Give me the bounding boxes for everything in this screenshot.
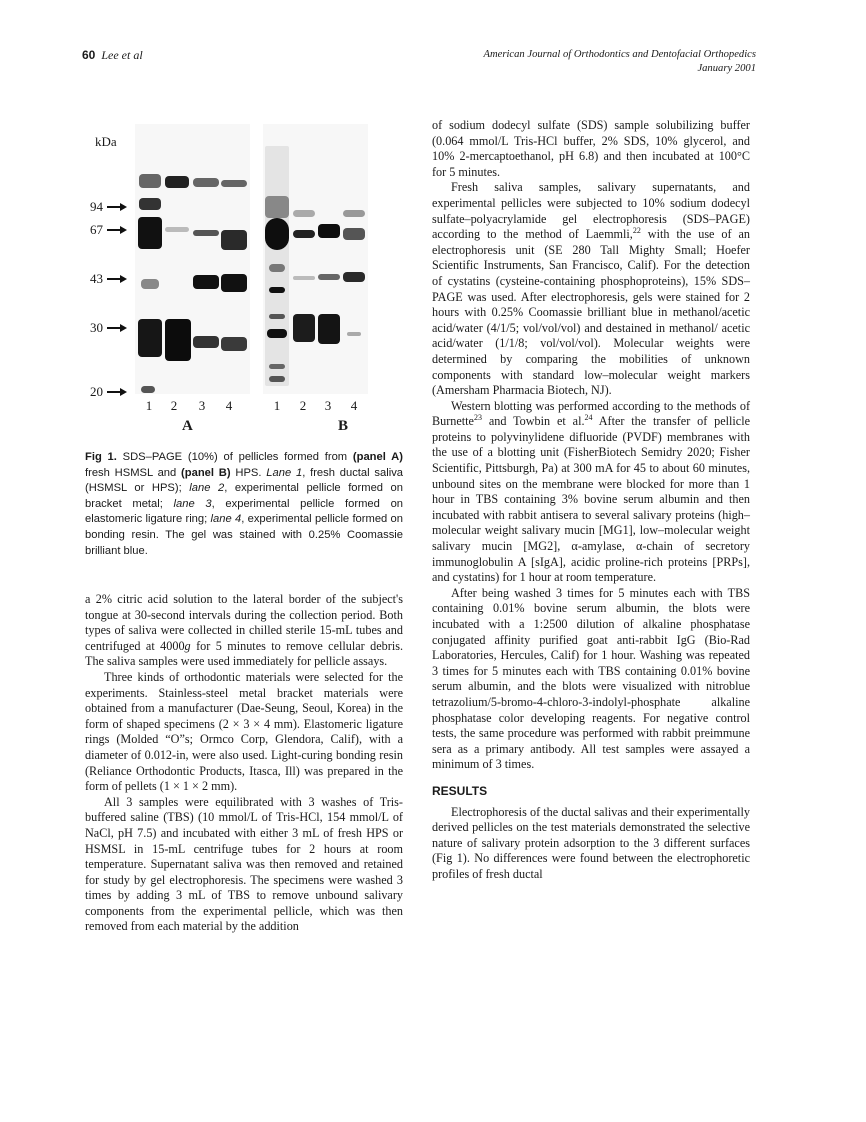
arrow-icon	[107, 327, 121, 329]
running-head-authors: Lee et al	[101, 48, 143, 62]
lane-a-1: 1	[145, 398, 153, 413]
lane-b-1: 1	[273, 398, 281, 413]
marker-30: 30	[85, 322, 135, 336]
lane-a-2: 2	[170, 398, 178, 413]
arrow-icon	[107, 206, 121, 208]
reference-22: 22	[632, 226, 641, 236]
paragraph: After being washed 3 times for 5 minutes each with TBS containing 0.01% bovine serum albumin, the blots were incubated with a 1:2500 dilution of alkaline phosphatase conjugated affinity purified goat anti-rabbit IgG (Bio-Rad Laboratories, Hercules, Calif) for 1 hour. Washing was repeated 3 times for 5 minutes each with TBS containing 0.01% bovine serum albumin, and the blots were visualized with nitroblue tetrazolium/5-bromo-4-chloro-3-indolyl-phosphate alkaline phosphatase color developing reagents. For negative control tests, the same procedure was performed with rabbit preimmune sera as a primary antibody. All test samples were assayed a minimum of 3 times.	[432, 585, 750, 772]
results-heading: RESULTS	[432, 783, 488, 798]
paragraph: Three kinds of orthodontic materials were selected for the experiments. Stainless-steel metal bracket materials were obtained from a manufacturer (Dae-Seung, Seoul, Korea) in the form of shaped specimens (2 × 3 × 4 mm). Elastomeric ligature rings (Molded “O”s; Ormco Corp, Glendora, Calif), with a diameter of 0.012-in, were also used. Light-curing bonding resin (Reliance Orthodontic Products, Itasca, Ill) was prepared in the form of pellets (1 × 1 × 2 mm).	[85, 669, 403, 794]
arrow-icon	[107, 278, 121, 280]
arrow-icon	[107, 229, 121, 231]
caption-label: Fig 1.	[85, 451, 117, 463]
gel-panel-b	[263, 124, 368, 394]
marker-43: 43	[85, 273, 135, 287]
page-number: 60	[82, 48, 96, 62]
gel-panel-a	[135, 124, 250, 394]
paragraph: All 3 samples were equilibrated with 3 washes of Tris-buffered saline (TBS) (10 mmol/L of Tris-HCl, 154 mmol/L of NaCl, pH 7.5) and incubated with either 3 mL of fresh HPS or HSMSL in 15-mL centrifuge tubes for 2 hours at room temperature. Supernatant saliva was then removed and retained for study by gel electrophoresis. The specimens were washed 3 times by adding 3 mL of TBS to remove unbound salivary components from the experimental pellicle, which was then removed from each material by the addition	[85, 794, 403, 934]
marker-94: 94	[85, 201, 135, 215]
marker-20: 20	[85, 386, 135, 400]
paragraph: a 2% citric acid solution to the lateral border of the subject's tongue at 30-second intervals during the collection period. Both types of saliva were collected in chilled sterile 15-mL tubes and centrifuged at 4000g for 5 minutes to remove cellular debris. The saliva samples were used immediately for pellicle assays.	[85, 592, 403, 669]
lane-b-2: 2	[299, 398, 307, 413]
panel-b-label: B	[338, 418, 349, 434]
lane-a-4: 4	[225, 398, 233, 413]
left-column-text	[85, 592, 403, 935]
lane-b-4: 4	[350, 398, 358, 413]
right-column-text	[432, 118, 750, 883]
panel-a-label: A	[182, 418, 193, 434]
figure-1-caption: Fig 1. SDS–PAGE (10%) of pellicles formed from (panel A) fresh HSMSL and (panel B) HPS. Lane 1, fresh ductal saliva (HSMSL or HPS); lane 2, experimental pellicle formed on bracket metal; lane 3, experimental pellicle formed on elastomeric ligature ring; lane 4, experimental pellicle formed on bonding resin. The gel was stained with 0.25% Coomassie brilliant blue.	[85, 451, 404, 557]
reference-23: 23	[473, 413, 482, 423]
paragraph: Western blotting was performed according to the methods of Burnette$^{23}$ and Towbin et al.$^{24}$ After the transfer of pellicle proteins to polyvinylidene difluoride (PVDF) membranes with the use of a blotting unit (FisherBiotech Semidry 2020; Fisher Scientific, Pittsburgh, Pa) at 300 mA for 45 to about 60 minutes, unbound sites on the membrane were blocked for more than 1 hour in TBS containing 3% bovine serum albumin and then incubated with rabbit antisera to several salivary proteins (high–molecular weight salivary mucin [MG1], low–molecular weight salivary mucin [MG2], α-amylase, α-chain of secretory immunoglobulin A [sIgA], acidic proline-rich proteins [PRPs], and cystatins) for 1 hour at room temperature.	[432, 398, 751, 585]
running-head	[82, 48, 756, 88]
journal-title: American Journal of Orthodontics and Dentofacial Orthopedics	[483, 49, 756, 60]
paragraph: Fresh saliva samples, salivary supernatants, and experimental pellicles were subjected to 10% sodium dodecyl sulfate–polyacrylamide gel electrophoresis (SDS–PAGE) according to the method of Laemmli,$^{22}$ with the use of an electrophoresis unit (SE 280 Tall Mighty Small; Hoefer Scientific Instruments, San Francisco, Calif). For the detection of cystatins (cysteine-containing phosphoproteins), 15% SDS–PAGE was used. After electrophoresis, gels were stained for 2 hours with 0.25% Coomassie brilliant blue in methanol/acetic acid/water (4/1/5; vol/vol/vol) and destained in methanol/ acetic acid/water (1/1/8; vol/vol/vol). Molecular weights were determined by comparing the mobilities of unknown components with standard low–molecular weight markers (Amersham Pharmacia Biotech, NJ).	[432, 180, 750, 398]
lane-b-3: 3	[324, 398, 332, 413]
marker-67: 67	[85, 224, 135, 238]
paragraph: Electrophoresis of the ductal salivas and their experimentally derived pellicles on the test materials demonstrated the selective nature of salivary protein adsorption to the 3 different surfaces (Fig 1). No differences were found between the electrophoretic profiles of fresh ductal	[432, 804, 750, 881]
kda-axis-label: kDa	[95, 134, 117, 149]
lane-a-3: 3	[198, 398, 206, 413]
issue-date: January 2001	[697, 63, 756, 74]
reference-24: 24	[584, 413, 593, 423]
running-head-left	[82, 48, 143, 63]
figure-1-gel-image	[85, 118, 403, 438]
running-head-right	[484, 48, 756, 76]
arrow-icon	[107, 391, 121, 393]
paragraph: of sodium dodecyl sulfate (SDS) sample solubilizing buffer (0.064 mmol/L Tris-HCl buffer, 2% SDS, 10% glycerol, and 10% 2-mercaptoethanol, pH 6.8) and then incubated at 100°C for 5 minutes.	[432, 118, 750, 179]
